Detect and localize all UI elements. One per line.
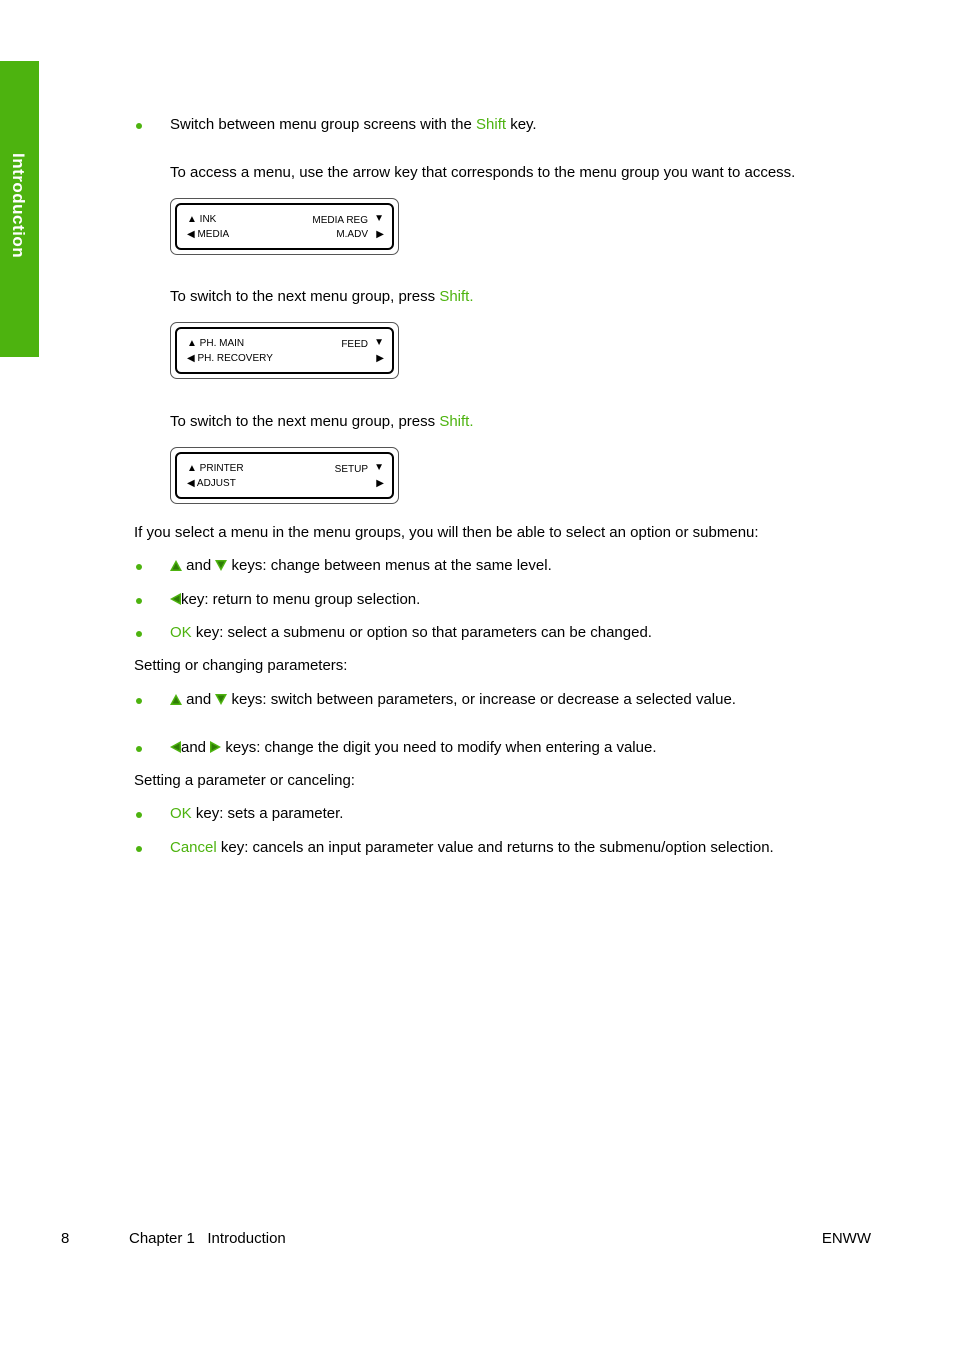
right-arrow-icon: ▶ <box>376 229 384 240</box>
lcd-bottom-left: ◀ MEDIA <box>187 229 230 240</box>
shift-key-label: Shift <box>476 116 507 133</box>
params-heading: Setting or changing parameters: <box>134 657 348 674</box>
lcd-screen-3 <box>170 447 399 504</box>
lcd-top-right: FEED <box>341 339 368 350</box>
cancel-text: key: cancels an input parameter value and returns to the submenu/option selection. <box>220 839 774 856</box>
right-arrow-icon: ▶ <box>376 478 384 489</box>
cancel-bullet <box>170 839 774 857</box>
lcd-display <box>175 327 394 374</box>
bullet-icon <box>136 746 142 752</box>
page-number: 8 <box>61 1230 70 1247</box>
left-arrow-key-icon <box>170 741 181 753</box>
next-group-line-2 <box>170 413 474 431</box>
next-group-line-1 <box>170 288 474 306</box>
chapter-label: Chapter 1 <box>129 1230 195 1247</box>
lcd-screen-1 <box>170 198 399 255</box>
lcd-bottom-left: ◀ ADJUST <box>187 478 236 489</box>
lcd-top-left: ▲ PRINTER <box>187 463 244 474</box>
ok-key-label: OK <box>170 805 192 822</box>
footer-right-label: ENWW <box>821 1230 871 1247</box>
footer-chapter <box>129 1230 286 1248</box>
bullet-icon <box>136 812 142 818</box>
up-arrow-key-icon <box>170 560 182 571</box>
bullet-icon <box>136 598 142 604</box>
select-menu-intro: If you select a menu in the menu groups, you will then be able to select an option or submenu: <box>134 524 759 541</box>
ok-key-label: OK <box>170 624 192 641</box>
chapter-title: Introduction <box>207 1230 286 1247</box>
lcd-top-right: SETUP <box>334 464 368 475</box>
access-menu-text: To access a menu, use the arrow key that corresponds to the menu group you want to access. <box>170 164 796 181</box>
lcd-bottom-right: M.ADV <box>336 229 368 240</box>
lcd-screen-2 <box>170 322 399 379</box>
side-tab-label: Introduction <box>9 153 28 259</box>
and-word: and <box>186 557 212 574</box>
right-arrow-icon: ▶ <box>376 353 384 364</box>
down-arrow-key-icon <box>215 694 227 705</box>
up-down-menu-text: keys: change between menus at the same level. <box>231 557 552 574</box>
shift-key-label: Shift. <box>439 288 474 305</box>
shift-key-label: Shift. <box>439 413 474 430</box>
bullet-icon <box>136 564 142 570</box>
cancel-heading: Setting a parameter or canceling: <box>134 772 355 789</box>
cancel-key-label: Cancel <box>170 839 217 856</box>
up-down-params-text: keys: switch between parameters, or increase or decrease a selected value. <box>231 691 736 708</box>
ok-set-text: key: sets a parameter. <box>195 805 344 822</box>
down-arrow-icon: ▼ <box>374 462 384 473</box>
lcd-top-right: MEDIA REG <box>312 215 368 226</box>
down-arrow-key-icon <box>215 560 227 571</box>
down-arrow-icon: ▼ <box>374 213 384 224</box>
bullet-icon <box>136 846 142 852</box>
bullet-icon <box>136 698 142 704</box>
bullet-icon <box>136 631 142 637</box>
down-arrow-icon: ▼ <box>374 337 384 348</box>
left-right-params-bullet <box>170 739 657 757</box>
up-arrow-key-icon <box>170 694 182 705</box>
shift-bullet <box>170 116 537 134</box>
lcd-top-left: ▲ PH. MAIN <box>187 338 245 349</box>
up-down-params-bullet <box>170 691 736 709</box>
left-arrow-key-icon <box>170 593 181 605</box>
bullet-icon <box>136 123 142 129</box>
and-word: and <box>181 739 207 756</box>
up-down-menu-bullet <box>170 557 552 575</box>
shift-bullet-text: Switch between menu group screens with the <box>170 116 472 133</box>
left-key-text: key: return to menu group selection. <box>181 591 421 608</box>
lcd-display <box>175 452 394 499</box>
right-arrow-key-icon <box>210 741 221 753</box>
chapter-side-tab <box>0 61 39 357</box>
left-right-params-text: keys: change the digit you need to modify when entering a value. <box>225 739 657 756</box>
ok-set-bullet <box>170 805 343 823</box>
lcd-bottom-left: ◀ PH. RECOVERY <box>187 353 273 364</box>
shift-bullet-suffix: key. <box>510 116 537 133</box>
and-word: and <box>186 691 212 708</box>
next-group-text: To switch to the next menu group, press <box>170 413 436 430</box>
ok-select-bullet <box>170 624 652 642</box>
lcd-display <box>175 203 394 250</box>
next-group-text: To switch to the next menu group, press <box>170 288 436 305</box>
left-key-bullet <box>170 591 420 609</box>
lcd-top-left: ▲ INK <box>187 214 217 225</box>
ok-select-text: key: select a submenu or option so that parameters can be changed. <box>195 624 652 641</box>
